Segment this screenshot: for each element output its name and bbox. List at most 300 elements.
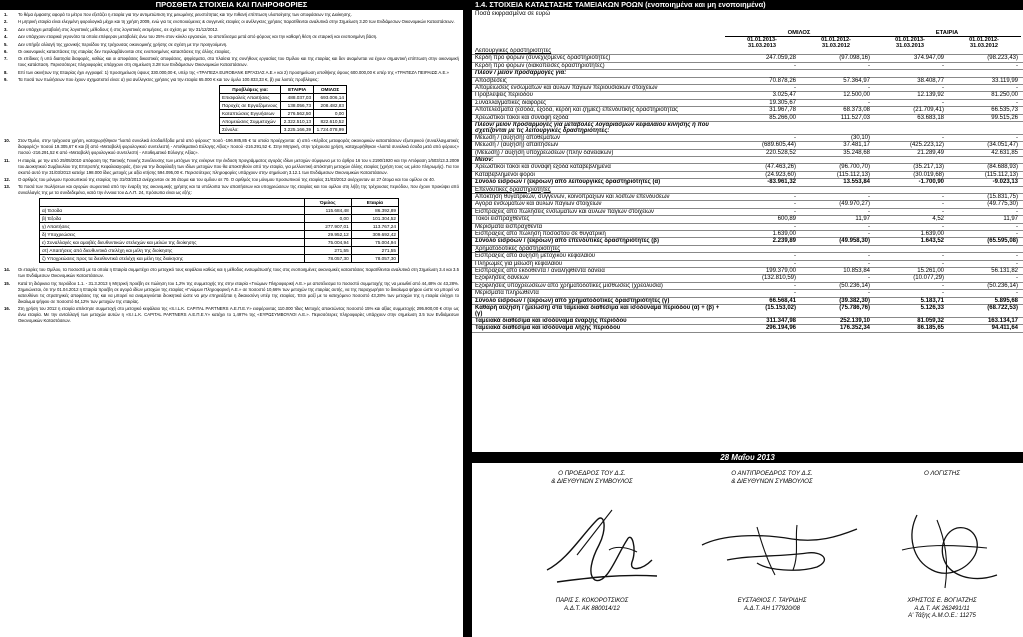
row-label: Προβλέψεις περιόδου <box>475 92 533 99</box>
cash-flow-row <box>472 55 1023 62</box>
row-value: - <box>1016 134 1018 141</box>
table-cell: 822.610,52 <box>314 118 347 126</box>
row-label: Καθαρή αύξηση / (μείωση) στα ταμειακά διαθέσιμα και ισοδύναμα περιόδου (α) + (β) + (γ) <box>475 304 720 317</box>
row-value: (75.786,76) <box>839 304 870 311</box>
table-cell: 277.907,01 <box>304 223 351 231</box>
role-line-1: Ο ΠΡΟΕΔΡΟΣ ΤΟΥ Δ.Σ. <box>558 470 626 477</box>
table-cell: 309.692,42 <box>351 231 398 239</box>
note-text: Οι επίδικες ή υπό διαιτησία διαφορές, καθώς και οι αποφάσεις δικαστικές αποφάσεις, ψηφίσματα, στα πλαίσια της συνήθους εργασίας του Ομίλου και της εταιρίας και δεν αναμένεται να έχουν σημαντική επίπτωση στην οικονομική τους κατάσταση. Περισσότερες πληροφορίες υπάρχουν στη σημείωση 3.28 των Ενδιάμεσων Οικονομικών Καταστάσεων. <box>18 56 459 68</box>
cash-flow-row <box>472 164 1023 171</box>
note-text: Η μητρική εταιρία είναι ελεγμένη φορολογικά μέχρι και τη χρήση 2009, ενώ για τις ενοποιούμενες & συγγενείς εταιρίες οι ανέλεγκτες χρήσεις παρατίθενται αναλυτικά στην Σημείωση 3.20 των Ενδιάμεσων Οικονομικών Καταστάσεων. <box>18 19 455 25</box>
row-value: 66.568,41 <box>769 297 796 304</box>
row-value: - <box>942 84 944 91</box>
role-line-1: Ο ΛΟΓΙΣΤΗΣ <box>924 470 960 477</box>
cash-flow-row <box>472 231 1023 238</box>
row-value: (96.700,70) <box>839 164 870 171</box>
row-value <box>947 246 1021 252</box>
table-row <box>40 239 399 247</box>
row-label: Σύνολο εισροών / (εκροών) από επενδυτικές δραστηριότητες (β) <box>475 238 659 245</box>
cash-flow-row <box>472 48 1023 55</box>
row-value <box>947 70 1021 76</box>
row-value <box>725 122 799 134</box>
row-label: Κέρδη προ φόρων (συνεχιζόμενες δραστηριότητες) <box>475 55 611 62</box>
cash-flow-row <box>472 85 1023 92</box>
period-header <box>799 37 873 49</box>
row-value: (30,10) <box>850 134 870 141</box>
signatory-1 <box>512 598 672 613</box>
panel-title: ΠΡΟΣΘΕΤΑ ΣΤΟΙΧΕΙΑ ΚΑΙ ΠΛΗΡΟΦΟΡΙΕΣ <box>0 0 463 10</box>
cash-flow-row <box>472 238 1023 245</box>
row-value <box>799 187 873 193</box>
row-value: - <box>794 84 796 91</box>
signatory-id: Α.Δ.Τ. ΑΚ 262491/11 <box>914 605 970 612</box>
row-value: - <box>868 223 870 230</box>
row-value <box>873 246 947 252</box>
row-value <box>799 246 873 252</box>
table-cell: 75.004,94 <box>304 239 351 247</box>
row-label: Εισπράξεις από αύξηση μετοχικού κεφαλαίου <box>475 253 596 260</box>
table-cell: 3.225.166,39 <box>281 126 314 134</box>
row-label: Χρηματοδοτικές δραστηριότητες <box>475 245 561 252</box>
cash-flow-row <box>472 142 1023 149</box>
cash-flow-row <box>472 224 1023 231</box>
row-value: 5.895,68 <box>994 297 1018 304</box>
cash-flow-row <box>472 179 1023 186</box>
row-value: - <box>868 275 870 282</box>
row-value: - <box>942 282 944 289</box>
row-value: - <box>942 290 944 297</box>
group-header-group: ΟΜΙΛΟΣ <box>725 29 873 37</box>
period-end: 31.03.2012 <box>970 43 998 49</box>
note-item <box>4 12 459 18</box>
row-label: Χρεωστικοί τόκοι και συναφή έξοδα καταβεβλημένα <box>475 164 611 171</box>
role-line-2: & ΔΙΕΥΘΥΝΩΝ ΣΥΜΒΟΥΛΟΣ <box>551 478 633 485</box>
row-value: (49.970,27) <box>839 201 870 208</box>
row-value: 296.194,96 <box>765 325 796 332</box>
row-label: Σύνολο εισροών / (εκροών) από χρηματοδοτικές δραστηριότητες (γ) <box>475 297 670 304</box>
table-header-cell: Όμιλος <box>304 199 351 207</box>
notes-list <box>0 10 463 324</box>
row-label: Μερίσματα εισπραχθέντα <box>475 223 543 230</box>
period-header <box>725 37 799 49</box>
period-header <box>947 37 1021 49</box>
row-value: 66.535,73 <box>991 107 1018 114</box>
period-end: 31.03.2013 <box>748 43 776 49</box>
note-item <box>4 27 459 33</box>
row-value: 70.878,26 <box>769 77 796 84</box>
row-label: Εισπράξεις από πώληση ποσοστού σε θυγατρική <box>475 230 606 237</box>
note-text: Ο αριθμός του μόνιμου προσωπικού της εταιρίας την 31/03/2013 ανέρχονταν σε 36 άτομα και του ομίλου σε 70. Ο αριθμός του μόνιμου προσωπικού της εταιρίας 31/03/2012 ανέρχονταν σε 27 άτομα και του ομίλου σε 40. <box>18 176 435 182</box>
row-value: - <box>868 208 870 215</box>
row-value: - <box>868 230 870 237</box>
row-value <box>725 70 799 76</box>
cash-flow-row <box>472 283 1023 290</box>
column-headers <box>472 18 1023 48</box>
table-row <box>40 231 399 239</box>
cash-flow-row <box>472 63 1023 70</box>
period-start: 01.01.2013- <box>895 37 925 43</box>
row-value: 163.134,17 <box>987 317 1018 324</box>
row-value: - <box>1016 290 1018 297</box>
row-value: - <box>1016 99 1018 106</box>
row-value: (47.463,26) <box>765 164 796 171</box>
table-row <box>40 207 399 215</box>
row-label: Εξοφλήσεις δανείων <box>475 275 529 282</box>
row-value: 220.528,52 <box>765 149 796 156</box>
row-label: (Μείωση) / αύξηση υποχρεώσεων (πλην δανειακών) <box>475 149 614 156</box>
row-value <box>947 157 1021 163</box>
row-label: Σύνολο εισροών / (εκροών) από λειτουργικές δραστηριότητες (α) <box>475 179 661 186</box>
cash-flow-row <box>472 246 1023 253</box>
row-value: 2.239,89 <box>772 238 796 245</box>
row-value: - <box>942 253 944 260</box>
currency-note: Ποσά εκφρασμένα σε ευρώ <box>475 10 551 17</box>
row-label: Τόκοι εισπραχθέντες <box>475 216 530 223</box>
row-value: -9.023,13 <box>992 179 1018 186</box>
row-value: - <box>1016 260 1018 267</box>
row-value: - <box>942 260 944 267</box>
related-parties-table <box>39 198 399 263</box>
signatory-registration: Α' Τάξης Α.Μ.Ο.Ε.: 11275 <box>908 613 976 619</box>
row-value: (34.051,47) <box>987 142 1018 149</box>
table-row <box>40 247 399 255</box>
row-value: 10.853,84 <box>843 267 870 274</box>
note-item <box>4 70 459 76</box>
table-cell: δ) Υποχρεώσεις <box>40 231 305 239</box>
cash-flow-row <box>472 261 1023 268</box>
row-value: (115.112,13) <box>984 171 1018 178</box>
signature-3-image <box>887 500 1007 595</box>
row-value: -1.700,90 <box>918 179 944 186</box>
row-value: - <box>794 201 796 208</box>
row-value <box>725 157 799 163</box>
row-value: - <box>868 62 870 69</box>
table-header-cell: ΕΤΑΙΡΙΑ <box>281 86 314 94</box>
row-value: -83.961,32 <box>767 179 796 186</box>
row-value: 56.131,82 <box>991 267 1018 274</box>
row-label: Επενδυτικές δραστηριότητες <box>475 186 551 193</box>
table-cell: 276.562,50 <box>281 110 314 118</box>
notes-group-c <box>4 267 459 324</box>
table-cell: 0,00 <box>314 110 347 118</box>
signatory-id: Α.Δ.Τ. ΑΗ 177920/08 <box>744 605 800 612</box>
note-text: Η εταιρία, με την από 25/05/2010 απόφαση της Τακτικής Γενικής Συνέλευσης των μετόχων της ενέκρινε την έκδοση προγράμματος αγοράς ιδίων μετοχών σύμφωνα με το άρθρο 16 του ν.2190/1920 και την Απόφαση 1/503/13.3.2009 του Διοικητικού Συμβουλίου της Επιτροπής Κεφαλαιαγοράς, ήτοι για την διαφύλαξη των ιδίων μετοχών που θα αποκτηθούν από την εταιρία, για μελλοντική απόκτηση μετοχών άλλης εταιρίας (χρήση τους ως μέσο πληρωμής). Για τον σκοπό αυτό την 31/03/2013 κατείχε 198.000 ίδιες μετοχές με αξία κτήσης 594.095,00 €. Περισσότερες πληροφορίες υπάρχουν στην σημείωση 3.12.1 των Ενδιάμεσων Οικονομικών Καταστάσεων. <box>18 157 459 175</box>
cash-flow-row <box>472 305 1023 318</box>
row-value: - <box>1016 84 1018 91</box>
cash-flow-row <box>472 135 1023 142</box>
row-label: Αποτελέσματα (έσοδα, έξοδα, κέρδη και ζημιές) επενδυτικής δραστηριότητας <box>475 107 679 114</box>
cash-flow-row <box>472 290 1023 297</box>
table-header-cell: Προβλέψεις για: <box>220 86 281 94</box>
note-number: 14. <box>4 267 10 273</box>
row-value: 12.500,00 <box>843 92 870 99</box>
table-cell: στ) Απαιτήσεις από διευθυντικά στελέχη και μέλη της διοίκησης <box>40 247 305 255</box>
row-value: - <box>942 223 944 230</box>
cash-flow-row <box>472 209 1023 216</box>
cash-flow-panel <box>472 0 1023 637</box>
column-divider <box>463 0 472 637</box>
row-value <box>799 122 873 134</box>
row-value: - <box>942 62 944 69</box>
row-value <box>873 70 947 76</box>
cash-flow-row <box>472 216 1023 223</box>
row-value: 11,97 <box>855 216 870 223</box>
note-item <box>4 138 459 156</box>
table-cell: 693.006,14 <box>314 94 347 102</box>
row-value: 57.364,97 <box>843 77 870 84</box>
note-number: 1. <box>4 12 8 17</box>
row-value: 35.248,68 <box>843 149 870 156</box>
table-cell: 138.056,73 <box>281 102 314 110</box>
row-value: (425.223,12) <box>909 142 944 149</box>
table-cell: Σύνολο: <box>220 126 281 134</box>
row-value: - <box>1016 253 1018 260</box>
note-number: 5. <box>4 41 8 47</box>
row-value: (24.923,60) <box>765 171 796 178</box>
row-value: 81.059,32 <box>917 317 944 324</box>
row-label: Ταμειακά διαθέσιμα και ισοδύναμα λήξης περιόδου <box>475 325 621 332</box>
cash-flow-row <box>472 92 1023 99</box>
table-header-row <box>220 86 347 94</box>
signatory-1-role <box>512 470 672 486</box>
signature-2-image <box>697 515 867 585</box>
note-text: Στη χρήση του 2012 η εταιρία απέκτησε συμμετοχή στο μετοχικό κεφάλαιο της «S.I.L.K. CAPITAL PARTNERS Α.Ε.Π.Ε.Υ» εισφέροντας 110.000 Ίδιες Μετοχές αποκτώντας ποσοστό 15% και αξίας συμμετοχής 295.900,00 € στην ως άνω εταιρία. Με την ανταλλαγή των μετοχών αυτών η «S.I.L.K. CAPITAL PARTNERS Α.Ε.Π.Ε.Υ» κατέχει το 1,497% της «ΕΥΡΩΣΥΜΒΟΥΛΟΙ Α.Ε.». Περισσότερες πληροφορίες υπάρχουν στην σημείωση 3.5 των Ενδιάμεσων Οικονομικών Καταστάσεων. <box>18 306 459 324</box>
note-number: 4. <box>4 34 8 40</box>
note-item <box>4 34 459 40</box>
row-value: 311.347,98 <box>766 317 796 324</box>
row-value: 37.481,17 <box>843 142 870 149</box>
row-value: 111.527,03 <box>840 114 870 121</box>
note-number: 2. <box>4 19 8 25</box>
cash-flow-row <box>472 172 1023 179</box>
row-label: Πληρωμές για μείωση κεφαλαίου <box>475 260 563 267</box>
note-item <box>4 49 459 55</box>
note-item <box>4 306 459 324</box>
row-value: 99.515,26 <box>991 114 1018 121</box>
row-value: 15.261,00 <box>917 267 944 274</box>
cash-flow-table <box>472 48 1023 333</box>
row-value: (30.019,68) <box>913 171 944 178</box>
table-cell: 271,55 <box>304 247 351 255</box>
row-value <box>947 187 1021 193</box>
period-header <box>873 37 947 49</box>
row-label: Καταβεβλημένοι φόροι <box>475 171 535 178</box>
signatory-name: ΕΥΣΤΑΘΙΟΣ Γ. ΤΑΥΡΙΔΗΣ <box>737 598 807 604</box>
table-cell: ε) Συναλλαγές και αμοιβές διευθυντικών στελεχών και μελών της διοίκησης <box>40 239 305 247</box>
row-value: (21.709,41) <box>913 107 944 114</box>
row-value: (15.153,02) <box>765 304 796 311</box>
row-value: - <box>868 99 870 106</box>
table-row <box>220 102 347 110</box>
signatory-3 <box>872 598 1012 621</box>
table-row <box>40 223 399 231</box>
table-cell: 208.482,83 <box>314 102 347 110</box>
note-text: Επί των ακινήτων της Εταιρίας έχει εγγραφεί: 1) προσημείωση ύψους 330.000,00 €, υπέρ της «ΤΡΑΠΕΖΑ EUROBANK ΕΡΓΑΣΙΑΣ Α.Ε.» και 2) προσημείωση υποθήκης ύψους 600.000,00 € υπέρ της «ΤΡΑΠΕΖΑ ΠΕΙΡΑΙΩΣ Α.Ε.» <box>18 69 449 75</box>
row-value: - <box>794 260 796 267</box>
row-value: 3.025,47 <box>772 92 796 99</box>
table-header-cell: ΟΜΙΛΟΣ <box>314 86 347 94</box>
cash-flow-row <box>472 187 1023 194</box>
row-value: 176.352,34 <box>839 325 870 332</box>
row-value: 38.408,77 <box>917 77 944 84</box>
row-value: - <box>1016 223 1018 230</box>
row-value: - <box>868 290 870 297</box>
note-number: 15. <box>4 280 10 286</box>
row-value: 21.289,49 <box>917 149 944 156</box>
row-value: - <box>942 134 944 141</box>
period-end: 31.03.2012 <box>822 43 850 49</box>
row-value <box>873 157 947 163</box>
row-value <box>799 70 873 76</box>
note-text: Οι εταιρίες του Ομίλου, τα ποσοστά με τα οποία η Εταιρία συμμετέχει στο μετοχικό τους κεφάλαιο καθώς και η μέθοδος ενσωμάτωσής τους στις ενοποιημένες οικονομικές καταστάσεις παρατίθενται αναλυτικά στη Σημείωση 3.4 και 3.5 των Ενδιάμεσων Οικονομικών Καταστάσεων. <box>18 267 459 279</box>
table-row <box>220 126 347 134</box>
row-value: - <box>794 223 796 230</box>
cash-flow-row <box>472 70 1023 77</box>
cash-flow-row <box>472 194 1023 201</box>
table-cell: γ) Απαιτήσεις <box>40 223 305 231</box>
table-header-row <box>40 199 399 207</box>
role-line-1: Ο ΑΝΤΙΠΡΟΕΔΡΟΣ ΤΟΥ Δ.Σ. <box>731 470 813 477</box>
row-label: Εισπράξεις από πωλήσεις ενσώματων και άυλων παγίων στοιχείων <box>475 208 654 215</box>
row-value: - <box>794 134 796 141</box>
row-value: (98.223,43) <box>987 55 1018 62</box>
row-value: 19.305,67 <box>769 99 796 106</box>
cash-flow-row <box>472 157 1023 164</box>
row-label: Απόκτηση θυγατρικών, συγγενών, κοινοπραξιών και λοιπών επενδύσεων <box>475 194 670 201</box>
note-number: 12. <box>4 176 10 182</box>
note-number: 9. <box>4 77 8 83</box>
row-value: 33.119,99 <box>991 77 1018 84</box>
signatory-2-role <box>687 470 857 486</box>
table-cell: 115.684,48 <box>304 207 351 215</box>
note-text: Τα ποσά των πωλήσεων που έχουν σχηματιστεί είναι: α) για ανέλεγκτες χρήσεις για την εταιρία 65.000 € και τον όμιλο 100.833,33 €, β) για λοιπές προβλέψεις: <box>18 77 319 83</box>
signatory-name: ΠΑΡΙΣ Σ. ΚΟΚΟΡΟΤΣΙΚΟΣ <box>555 598 629 604</box>
cash-flow-row <box>472 122 1023 135</box>
row-label: Εισπράξεις από εκδοθέντα / αναληφθέντα δάνεια <box>475 267 605 274</box>
note-text: Τα ποσά των πωλήσεων και αγορών σωρευτικά από την έναρξη της οικονομικής χρήσης και τα υπόλοιπα των απαιτήσεων και υποχρεώσεων της εταιρίας και του ομίλου στη λήξη της τρέχουσας περιόδου, που έχουν προκύψει από συναλλαγές της με τα συνδεδεμένα, κατά την έννοια του Δ.Λ.Π. 24, πρόσωπα είναι ως εξής: <box>18 184 459 196</box>
table-row <box>220 118 347 126</box>
signatory-name: ΧΡΗΣΤΟΣ Ε. ΒΟΓΙΑΤΖΗΣ <box>907 598 977 604</box>
row-value: (50.236,14) <box>839 282 870 289</box>
cash-flow-row <box>472 201 1023 208</box>
row-label: Μείον: <box>475 157 494 164</box>
cash-flow-row <box>472 275 1023 282</box>
note-number: 16. <box>4 306 10 312</box>
period-start: 01.01.2012- <box>821 37 851 43</box>
table-cell: 2.322.510,13 <box>281 118 314 126</box>
row-value: 31.967,78 <box>769 107 796 114</box>
row-value: 1.639,00 <box>920 230 944 237</box>
cash-flow-row <box>472 78 1023 85</box>
cash-flow-row <box>472 150 1023 157</box>
row-value: 199.379,00 <box>765 267 796 274</box>
row-value: 252.139,10 <box>839 317 870 324</box>
provisions-table <box>219 85 347 134</box>
row-value: - <box>1016 230 1018 237</box>
row-value: 374.947,09 <box>913 55 944 62</box>
note-number: 7. <box>4 56 8 62</box>
row-value: (97.098,16) <box>839 55 870 62</box>
note-text: Δεν υπάρχει μεταβολή στις λογιστικές μέθοδους ή στις λογιστικές εκτιμήσεις, σε σχέση με την 31/12/2012. <box>18 26 219 32</box>
table-cell: 1.724.078,99 <box>314 126 347 134</box>
row-value: - <box>1016 208 1018 215</box>
period-start: 01.01.2012- <box>969 37 999 43</box>
row-value: - <box>1016 62 1018 69</box>
row-label: Κέρδη προ φόρων (διακοπείσες δραστηριότητες) <box>475 62 605 69</box>
note-item <box>4 281 459 305</box>
table-cell: Παροχές σε Εργαζόμενους <box>220 102 281 110</box>
row-value: 42.631,85 <box>991 149 1018 156</box>
row-label: Αποσβέσεις <box>475 77 507 84</box>
report-date: 28 Μαΐου 2013 <box>472 452 1023 463</box>
cash-flow-row <box>472 100 1023 107</box>
table-row <box>220 94 347 102</box>
note-item <box>4 19 459 25</box>
row-value: 85.266,00 <box>769 114 796 121</box>
row-value: - <box>942 194 944 201</box>
row-value: - <box>942 208 944 215</box>
row-label: Εξοφλήσεις υποχρεώσεων από χρηματοδοτικές μισθώσεις (χρεολύσια) <box>475 282 663 289</box>
row-value: 5.183,71 <box>920 297 944 304</box>
row-label: Ταμειακά διαθέσιμα και ισοδύναμα έναρξης περιόδου <box>475 317 627 324</box>
row-value: - <box>794 208 796 215</box>
cash-flow-row <box>472 298 1023 305</box>
table-row <box>40 255 399 263</box>
cash-flow-row <box>472 253 1023 260</box>
table-cell: 78.057,30 <box>304 255 351 263</box>
row-value: - <box>794 62 796 69</box>
table-cell: α) Έσοδα <box>40 207 305 215</box>
table-cell: 86.392,89 <box>351 207 398 215</box>
signatory-3-role <box>872 470 1012 478</box>
row-label: Μείωση / (αύξηση) απαιτήσεων <box>475 142 559 149</box>
row-value: - <box>794 290 796 297</box>
row-value: - <box>868 260 870 267</box>
notes-group-a <box>4 12 459 83</box>
period-end: 31.03.2013 <box>896 43 924 49</box>
row-value: 1.639,00 <box>772 230 796 237</box>
table-cell: 0,00 <box>304 215 351 223</box>
row-value: (84.688,93) <box>987 164 1018 171</box>
role-line-2: & ΔΙΕΥΘΥΝΩΝ ΣΥΜΒΟΥΛΟΣ <box>731 478 813 485</box>
row-value: (50.236,14) <box>987 282 1018 289</box>
row-value: 63.683,18 <box>917 114 944 121</box>
row-value: - <box>1016 275 1018 282</box>
table-cell: 488.037,03 <box>281 94 314 102</box>
cash-flow-row <box>472 107 1023 114</box>
note-number: 11. <box>4 157 10 163</box>
row-value: 86.185,65 <box>917 325 944 332</box>
row-value: - <box>868 253 870 260</box>
row-value <box>799 157 873 163</box>
note-number: 6. <box>4 48 8 54</box>
note-item <box>4 177 459 183</box>
cash-flow-row <box>472 318 1023 325</box>
row-value: 94.411,64 <box>991 325 1018 332</box>
table-cell: 101.304,52 <box>351 215 398 223</box>
row-value: (15.831,75) <box>987 194 1018 201</box>
row-value: (10.077,29) <box>913 275 944 282</box>
note-item <box>4 42 459 48</box>
note-text: Οι οικονομικές καταστάσεις της εταιρίας δεν περιλαμβάνονται στις ενοποιημένες καταστάσεις της άλλης εταιρίας. <box>18 48 231 54</box>
row-label: Χρεωστικοί τόκοι και συναφή έξοδα <box>475 114 569 121</box>
cash-flow-row <box>472 325 1023 332</box>
row-value: - <box>794 194 796 201</box>
table-cell: Καταπτώσεις Εγγυήσεων <box>220 110 281 118</box>
table-cell: 78.057,30 <box>351 255 398 263</box>
row-value: (132.810,59) <box>761 275 796 282</box>
row-label: Απομειώσεις ενσώματων και άυλων πάγιων περιουσιακών στοιχείων <box>475 84 658 91</box>
